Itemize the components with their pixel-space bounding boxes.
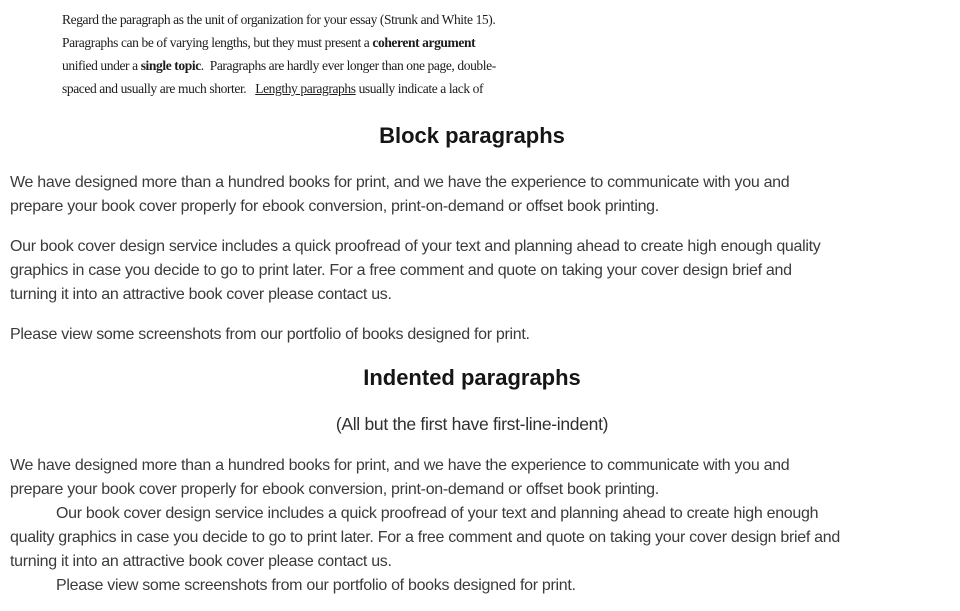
plain-text: unified under a — [62, 58, 141, 73]
block-paragraphs-body — [0, 171, 944, 347]
plain-text: Regard the paragraph as the unit of organization for your essay (Strunk and White 15). — [62, 12, 496, 27]
paragraph — [10, 323, 944, 347]
scan-line — [62, 31, 944, 54]
bold-text: single topic — [140, 58, 201, 73]
plain-text: . Paragraphs are hardly ever longer than one page, double- — [200, 58, 496, 73]
text-line: graphics in case you decide to go to print later. For a free comment and quote on taking your cover design brief and — [10, 262, 792, 279]
text-line: Please view some screenshots from our portfolio of books designed for print. — [56, 577, 576, 594]
indented-subtitle: (All but the first have first-line-indent) — [335, 414, 609, 434]
scan-excerpt — [0, 0, 944, 100]
heading-block-paragraphs: Block paragraphs — [379, 123, 565, 148]
underlined-text: Lengthy paragraphs — [255, 81, 356, 96]
text-line: We have designed more than a hundred books for print, and we have the experience to communicate with you and — [10, 457, 790, 474]
scan-line — [62, 8, 944, 31]
text-line: turning it into an attractive book cover please contact us. — [10, 286, 392, 303]
plain-text: spaced and usually are much shorter. — [62, 81, 256, 96]
text-line: We have designed more than a hundred books for print, and we have the experience to communicate with you and — [10, 174, 790, 191]
plain-text: Paragraphs can be of varying lengths, but they must present a — [62, 35, 373, 50]
scan-line — [62, 77, 944, 100]
plain-text: usually indicate a lack of — [355, 81, 484, 96]
text-line: Our book cover design service includes a quick proofread of your text and planning ahead to create high enough — [56, 505, 819, 522]
paragraph — [10, 171, 944, 219]
scan-line — [62, 54, 944, 77]
text-line: quality graphics in case you decide to go to print later. For a free comment and quote on taking your cover design brief and — [10, 529, 840, 546]
indented-paragraphs-body — [0, 454, 944, 598]
bold-text: coherent argument — [372, 35, 476, 50]
text-line: turning it into an attractive book cover please contact us. — [10, 553, 392, 570]
heading-indented-paragraphs: Indented paragraphs — [363, 365, 581, 390]
text-line: Our book cover design service includes a quick proofread of your text and planning ahead to create high enough quality — [10, 238, 821, 255]
text-line: prepare your book cover properly for ebook conversion, print-on-demand or offset book printing. — [10, 198, 659, 215]
text-line: Please view some screenshots from our portfolio of books designed for print. — [10, 326, 530, 343]
text-line: prepare your book cover properly for ebook conversion, print-on-demand or offset book printing. — [10, 481, 659, 498]
paragraph — [10, 235, 944, 307]
